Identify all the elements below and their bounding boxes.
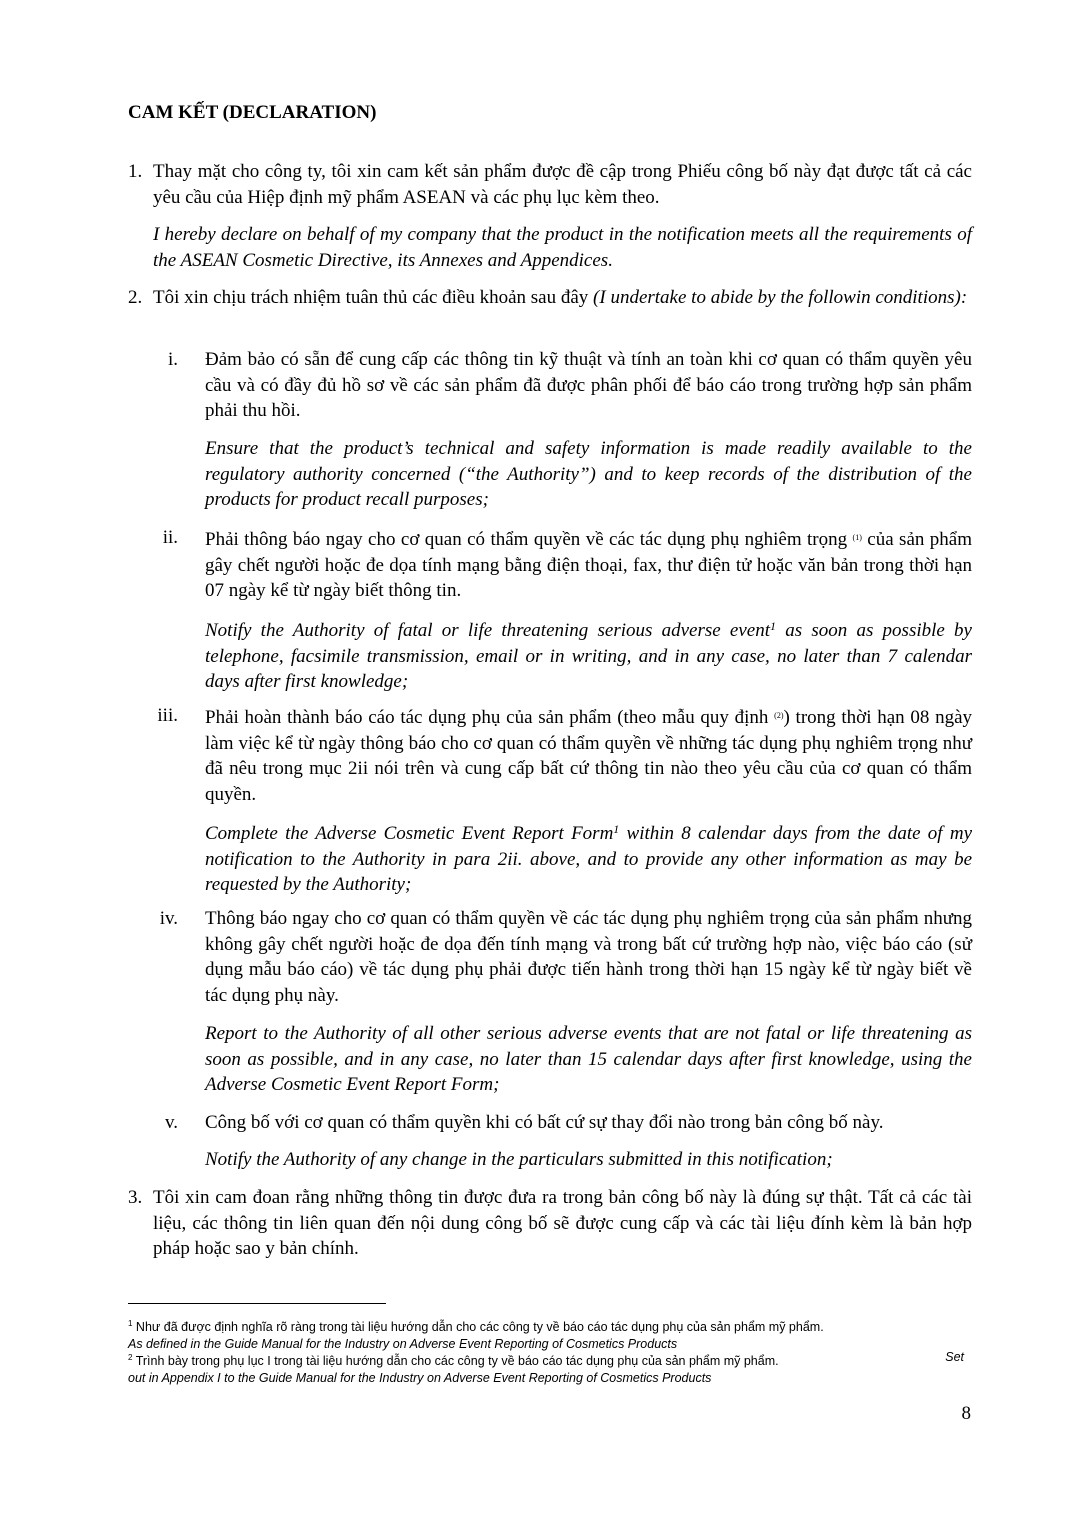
subitem-number: ii. <box>162 527 178 548</box>
text-run: Complete the Adverse Cosmetic Event Report Form <box>205 823 614 844</box>
subitem-number: iii. <box>157 705 178 726</box>
footnote-ref: (1) <box>852 533 862 542</box>
footnote-english: out in Appendix I to the Guide Manual for the Industry on Adverse Event Reporting of Cosmetics Products <box>128 1371 712 1386</box>
footnote-1 <box>128 1315 958 1353</box>
subitem-iii-vietnamese <box>205 703 972 807</box>
text-run: Phải hoàn thành báo cáo tác dụng phụ của sản phẩm (theo mẫu quy định <box>205 707 775 728</box>
footnote-english: As defined in the Guide Manual for the Industry on Adverse Event Reporting of Cosmetics Products <box>128 1337 678 1352</box>
text-run: ) trong thời hạn 08 ngày làm việc kể từ ngày thông báo cho cơ quan có thẩm quyền về những tác dụng phụ nghiêm trọng như đã nêu trong mục 2ii nói trên và cung cấp bất cứ thông tin nào theo yêu cầu của cơ quan có thẩm quyền. <box>205 707 973 805</box>
subitem-iv-english: Report to the Authority of all other serious adverse events that are not fatal or life threatening as soon as possible, and in any case, no later than 15 calendar days after first knowledge, using the Adverse Cosmetic Event Report Form; <box>205 1023 972 1095</box>
subitem-i-vietnamese: Đảm bảo có sẵn để cung cấp các thông tin kỹ thuật và tính an toàn khi cơ quan có thẩm quyền yêu cầu và có đầy đủ hồ sơ về các sản phẩm đã được phân phối để báo cáo trong trường hợp sản phẩm phải thu hồi. <box>205 349 972 421</box>
text-run: Notify the Authority of fatal or life threatening serious adverse event <box>205 620 770 641</box>
subitem-number: i. <box>167 349 178 370</box>
subitem-number: iv. <box>159 908 178 929</box>
subitem-v-vietnamese: Công bố với cơ quan có thẩm quyền khi có bất cứ sự thay đổi nào trong bản công bố này. <box>205 1112 884 1133</box>
footnote-vietnamese: Trình bày trong phụ lục I trong tài liệu hướng dẫn cho các công ty về báo cáo tác dụng phụ của sản phẩm mỹ phẩm. <box>132 1354 779 1369</box>
subitem-i-english: Ensure that the product’s technical and safety information is made readily available to the regulatory authority concerned (“the Authority”) and to keep records of the distribution of the products for product recall purposes; <box>205 438 972 510</box>
footnote-separator <box>128 1303 386 1304</box>
page-number: 8 <box>961 1403 971 1424</box>
text-run: within 8 calendar days from the date of my notification to the Authority in para 2ii. above, and to provide any other information as may be requested by the Authority; <box>205 823 972 895</box>
footnote-english: Set <box>945 1350 964 1364</box>
footnote-ref: (2) <box>774 711 784 720</box>
item-3-vietnamese: Tôi xin cam đoan rằng những thông tin được đưa ra trong bản công bố này là đúng sự thật. Tất cả các tài liệu, các thông tin liên quan đến nội dung công bố sẽ được cung cấp và các tài liệu đính kèm là bản hợp pháp hoặc sao y bản chính. <box>153 1187 972 1259</box>
subitem-iv-vietnamese: Thông báo ngay cho cơ quan có thẩm quyền về các tác dụng phụ nghiêm trọng của sản phẩm nhưng không gây chết người hoặc đe dọa đến tính mạng và trong bất cứ trường hợp nào, việc báo cáo (sử dụng mẫu báo cáo) về tác dụng phụ phải được tiến hành trong thời hạn 15 ngày kể từ ngày biết về tác dụng phụ này. <box>205 908 972 1006</box>
footnote-ref: 1 <box>613 822 620 836</box>
page-title: CAM KẾT (DECLARATION) <box>128 102 377 123</box>
subitem-number: v. <box>164 1112 178 1133</box>
text-run: as soon as possible by telephone, facsimile transmission, email or in writing, and in any case, no later than 7 calendar days after first knowledge; <box>205 620 972 692</box>
subitem-ii-english <box>205 614 972 695</box>
footnote-mark: 2 <box>128 1353 133 1362</box>
subitem-ii-vietnamese <box>205 525 972 604</box>
item-1-english: I hereby declare on behalf of my company that the product in the notification meets all the requirements of the ASEAN Cosmetic Directive, its Annexes and Appendices. <box>153 224 972 271</box>
text-run: Phải thông báo ngay cho cơ quan có thẩm quyền về các tác dụng phụ nghiêm trọng <box>205 529 853 550</box>
footnote-2 <box>128 1349 964 1387</box>
item-number: 2. <box>128 287 143 308</box>
footnote-ref: 1 <box>770 619 776 633</box>
item-number: 1. <box>128 161 143 182</box>
subitem-iii-english <box>205 817 972 898</box>
item-1-vietnamese: Thay mặt cho công ty, tôi xin cam kết sản phẩm được đề cập trong Phiếu công bố này đạt được tất cả các yêu cầu của Hiệp định mỹ phẩm ASEAN và các phụ lục kèm theo. <box>153 161 972 208</box>
text-run: của sản phẩm gây chết người hoặc đe dọa tính mạng bằng điện thoại, fax, thư điện tử hoặc văn bản trong thời hạn 07 ngày kể từ ngày biết thông tin. <box>205 529 973 601</box>
subitem-v-english: Notify the Authority of any change in the particulars submitted in this notification; <box>205 1149 833 1170</box>
item-number: 3. <box>128 1187 143 1208</box>
footnote-mark: 1 <box>128 1319 133 1328</box>
item-2-intro <box>153 285 972 311</box>
item-2-english: (I undertake to abide by the followin conditions): <box>593 287 968 308</box>
item-2-vietnamese: Tôi xin chịu trách nhiệm tuân thủ các điều khoản sau đây <box>153 287 594 308</box>
footnote-vietnamese: Như đã được định nghĩa rõ ràng trong tài liệu hướng dẫn cho các công ty về báo cáo tác dụng phụ của sản phẩm mỹ phẩm. <box>132 1320 824 1335</box>
